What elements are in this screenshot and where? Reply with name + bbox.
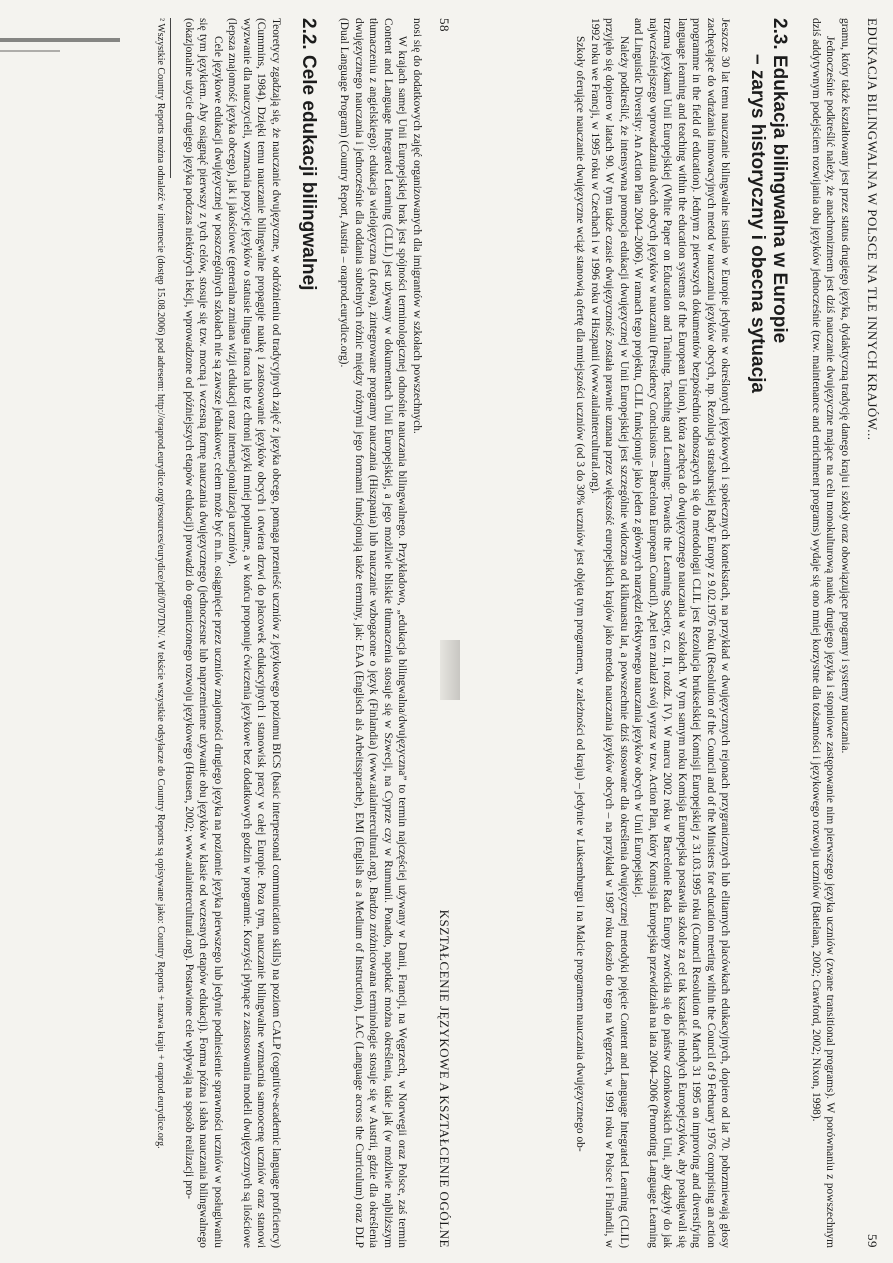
left-paragraph: nosi się do dodatkowych zajęć organizowanych dla imigrantów w szkołach powszechnych. <box>411 18 423 434</box>
left-paragraph: Teoretycy zgadzają się, że nauczanie dwujęzyczne, w odróżnieniu od tradycyjnych zajęć z języka obcego, pomaga przenieść uczniów z językowego poziomu BICS (basic interpersonal communication skills) na poziom CALP (cognitive-academic language proficiency) (Cummins, 1984). Dzięki temu nauczanie bilingwalne propaguje naukę i zastosowanie języków obcych i otwiera drzwi do płacowek edukacyjnych i stanowisk pracy w całej Europie. Poza tym, nauczanie bilingwalne wzmacnia samoocenę uczniów oraz stanowi wyzwanie dla nauczycieli, wzmacnia pozycje języków o statusie lingua franca lub też chroni języki mniej popularne, a w końcu proponuje ćwiczenia językowe bez dodatkowych godzin w programie. Korzyści płynące z zastosowania modeli dwujęzycznych są ilościowe (lepsza znajomość języka obcego), jak i jakościowe (generalna zmiana wizji edukacji oraz internacjonalizacja uczniów). <box>226 18 282 1248</box>
section-title-2-2: 2.2. Cele edukacji bilingwalnej <box>298 18 319 291</box>
footnote: ² Wszystkie Country Reports można odnaleźć w internecie (dostęp 15.08.2006) pod adresem: http://oraprod.eurydice.org/resources/eurydice/pdf/0707DN/. W tekście wszystkie odsyłacze do Country Reports są opisywane jako: Country Reports + nazwa kraju + oraprod.eurydice.org. <box>155 18 167 1149</box>
section-title-line-2: – zarys historyczny i obecna sytuacja <box>747 54 769 393</box>
right-paragraph: Szkoły oferujące nauczanie dwujęzyczne wciąż stanowią ofertę dla mniejszości uczniów (od 3 do 30% uczniów jest objęta tym programem, w zależności od kraju) – jedynie w Luksemburgu i na Malcie programem nauczania dwujęzycznego ob- <box>574 36 587 1152</box>
footnote-rule <box>171 18 172 178</box>
right-paragraph: Jednocześnie podkreślić należy, że anachronizmem jest dziś nauczanie dwujęzyczne mające na celu monokulturową naukę drugiego języka i stopniowe zastępowanie nim pierwszego języka uczniów (zwane transitional programs). W porównaniu z powszechnym dziś addytywnym podejściem rozwijania obu języków jednocześnie (tzw. maintenance and enrichment programs) wydaje się ono mniej korzystne dla tożsamości i językowego rozwoju uczniów (Batelaan, 2002; Crawford, 2002; Nixon, 1998). <box>810 18 837 1248</box>
right-paragraph: Należy podkreślić, że intensywna promocja edukacji dwujęzycznej w Unii Europejskiej jest szczególnie widoczna od kilkunastu lat, a powszechnie dziś stosowane dla określenia dwujęzycznej metodyki pojęcie Content and Language Integrated Learning (CLIL) przyjęło się dopiero w latach 90. W tym także czasie dwujęzyczność została prawnie uznana przez większość europejskich krajów jako metoda nauczania języków obcych – na przykład w 1987 roku doszło do tego na Węgrzech, w 1991 roku w Polsce i Finlandii, w 1992 roku we Francji, w 1995 roku w Czechach i w 1996 roku w Hiszpanii (www.aulaintercultural.org). <box>589 18 630 1248</box>
right-paragraph: Jeszcze 30 lat temu nauczanie bilingwalne istniało w Europie jedynie w określonych językowych i społecznych kontekstach, na przykład w dwujęzycznych rejonach przygranicznych lub elitarnych placówkach edukacyjnych, dopiero od lat 70. pobrzmiewają głosy zachęcające do wdrażania innowacyjnych metod w nauczaniu języków obcych, np. Rezolucja strasburskiej Rady Europy z 9.02.1976 roku (Resolution of the Council and of the Ministers for education meeting within the Council of 9 February 1976 comprising an action programme in the field of education). Jednym z pierwszych dokumentów bezpośrednio odnoszących się do metodologii CLIL jest Rezolucja brukselskiej Komisji Europejskiej z 31.03.1995 roku (Council Resolution of March 31 1995 on improving and diversifying language learning and teaching within the education systems of the European Union), która zachęca do dwujęzycznego nauczania w szkołach. W tym samym roku Komisja Europejska postawiła szkole za cel tak kształcić młodych Europejczyków, aby posługiwali się trzema językami Unii Europejskiej (White Paper on Education and Training. Teaching and Learning: Towards the Learning Society, cz. II, rozdz. IV). W marcu 2002 roku w Barcelonie Rada Europy zwróciła się do państw członkowskich Unii, aby dążyły do jak najwcześniejszego wprowadzania dwóch obcych języków w nauczaniu (Presidency Conclusions – Barcelona European Council). Apel ten znalazł swój wyraz w tzw. Action Plan, który Komisja Europejska przewidziała na lata 2004–2006 (Promoting Language Learning and Linguistic Diversity: An Action Plan 2004–2006). W ramach tego projektu, CLIL funkcjonuje jako jeden z głównych narzędzi efektywnego nauczania języków obcych w Unii Europejskiej. <box>632 18 732 1248</box>
right-page-number: 59 <box>865 1234 880 1248</box>
right-header-title: EDUKACJA BILINGWALNA W POLSCE NA TLE INNYCH KRAJÓW... <box>865 18 880 441</box>
section-title-line-1: 2.3. Edukacja bilingwalna w Europie <box>769 18 791 344</box>
section-title-2-3 <box>747 18 791 1248</box>
left-page <box>32 18 452 1248</box>
right-body <box>809 18 853 1248</box>
left-body-2 <box>182 18 284 1248</box>
right-page <box>450 18 880 1248</box>
left-page-number: 58 <box>437 18 452 32</box>
left-paragraph: W krajach samej Unii Europejskiej brak jest spójności terminologicznej odnośnie nauczania bilingwalnego. Przykładowo, „edukacja bilingwalna/dwujęzyczna” to termin najczęściej używany w Danii, Francji, na Węgrzech, w Norwegii oraz Polsce, zaś termin Content and Language Integrated Learning (CLIL) jest używany w dokumentach Unii Europejskiej, a jego możliwie bliskie tłumaczenia stosuje się w Szwecji, na Cyprze czy w Rumunii. Ponadto, napotkać można określenia, takie jak (w możliwie najbliższym tłumaczeniu z angielskiego): edukacja wielojęzyczna (Łotwa), zintegrowane programy nauczania (Hiszpania) lub nauczanie wzbogacone o język (Finlandia) (www.aulaintercultural.org). Bardzo zróżnicowana terminologie stosuje się w Austrii, gdzie dla określenia dwujęzycznego nauczania i jednocześnie dla oddania subtelnych różnic między różnymi jego formami funkcjonują także terminy, jak: EAA (Englisch als Arbeitssprache), EMI (English as a Medium of Instruction), LAC (Language across the Curriculum) oraz DLP (Dual Language Program) (Country Report, Austria – oraprod.eurydice.org). <box>338 18 409 1248</box>
left-paragraph: Cele językowe edukacji dwujęzycznej w poszczególnych szkołach nie są zawsze jednakowe; celem może być m.in. osiągnięcie przez uczniów znajomości drugiego języka na poziomie języka pierwszego lub jedynie podniesienie sprawności uczniów w posługiwaniu się tym językiem. Aby osiągnąć pierwszy z tych celów, stosuje się tzw. mocną i wczesną formę nauczania dwujęzycznego (jednoczesne lub naprzemienne używanie obu języków w klasie od wczesnych etapów edukacji). Forma późna i słaba nauczania bilingwalnego (okazjonalne użycie drugiego języka podczas niektórych lekcji, wprowadzone od późniejszych etapów edukacji) prowadzi do ograniczonego rozwoju językowego (Housen, 2002; www.aulaintercultural.org). Postawione cele wpływają na sposób realizacji pro- <box>183 18 224 1248</box>
right-paragraph: gramu, który także kształtowany jest przez status drugiego języka, dydaktyczną tradycję danego kraju i szkoły oraz obowiązujące programy i systemy nauczania. <box>839 18 851 754</box>
right-body-2 <box>573 18 733 1248</box>
left-header-title: KSZTAŁCENIE JĘZYKOWE A KSZTAŁCENIE OGÓLNE <box>437 909 452 1248</box>
left-body <box>337 18 424 1248</box>
right-running-head <box>864 18 880 1248</box>
